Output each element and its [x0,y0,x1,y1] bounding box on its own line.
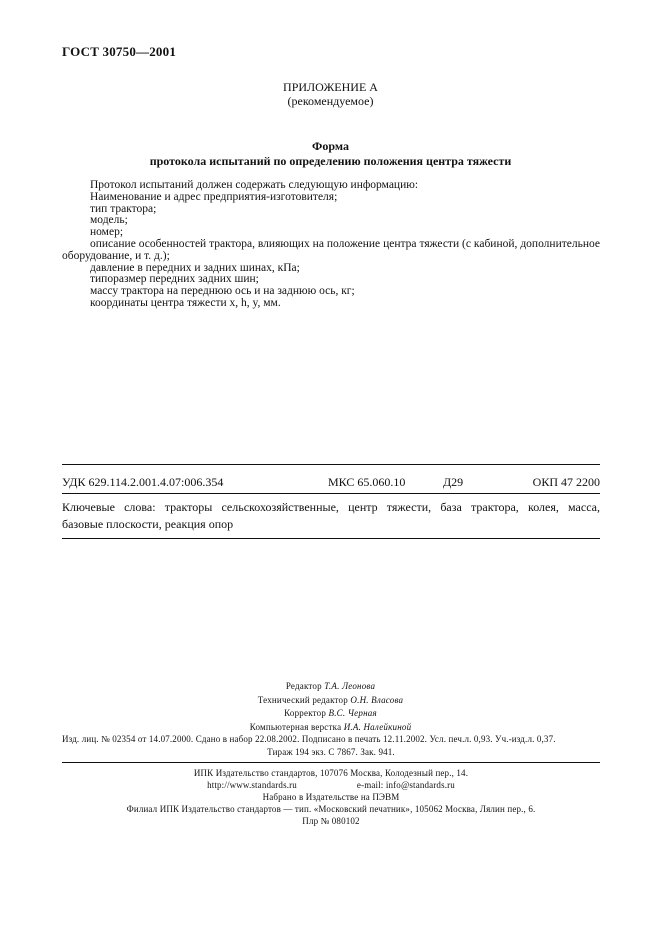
credit-layout: Компьютерная верстка И.А. Налейкиной [249,721,412,732]
keywords [62,499,600,533]
protocol-item: тип трактора; [90,202,157,215]
classification-row [62,475,600,491]
protocol-item-continued: оборудование, и т. д.); [62,249,170,262]
protocol-intro: Протокол испытаний должен содержать следующую информацию: [90,179,419,191]
form-heading [0,139,661,169]
protocol-item: массу трактора на переднюю ось и на заднюю ось, кг; [90,285,355,298]
printer-line3: Набрано в Издательстве на ПЭВМ [262,792,400,802]
protocol-item: типоразмер передних задних шин; [90,273,259,286]
okp-code: ОКП 47 2200 [532,475,600,489]
printer-line5: Плр № 080102 [302,816,360,826]
annex-status: (рекомендуемое) [287,94,374,108]
protocol-item: Наименование и адрес предприятия-изготовителя; [90,190,338,203]
credit-tech-editor: Технический редактор О.Н. Власова [257,694,404,705]
protocol-item: давление в передних и задних шинах, кПа; [90,261,300,274]
protocol-item: номер; [90,226,124,239]
keywords-divider [62,538,600,539]
credit-corrector: Корректор В.С. Черная [284,708,377,718]
annex-title: ПРИЛОЖЕНИЕ А [283,80,378,94]
protocol-requirements [62,180,600,310]
mks-code: МКС 65.060.10 [328,475,406,489]
editorial-credits [0,680,661,734]
printer-divider [62,762,600,763]
keywords-line1: Ключевые слова: тракторы сельскохозяйственные, центр тяжести, база трактора, колея, масса, [62,500,600,514]
udk-code: УДК 629.114.2.001.4.07:006.354 [62,475,224,489]
group-code: Д29 [443,475,464,489]
form-title-line1: Форма [312,139,349,153]
protocol-item: координаты центра тяжести x, h, y, мм. [90,296,281,309]
printer-line1: ИПК Издательство стандартов, 107076 Москва, Колодезный пер., 14. [193,768,469,778]
printer-info [62,767,600,827]
publishing-info [62,733,600,758]
publishing-line2: Тираж 194 экз. С 7867. Зак. 941. [267,746,395,757]
protocol-item: описание особенностей трактора, влияющих на положение центра тяжести (с кабиной, дополнительное [90,237,600,250]
form-title-line2: протокола испытаний по определению положения центра тяжести [149,154,512,168]
protocol-item: модель; [90,214,128,227]
printer-email: e-mail: info@standards.ru [356,780,455,790]
keywords-line2: базовые плоскости, реакция опор [62,517,234,531]
printer-url: http://www.standards.ru [207,780,297,790]
printer-line4: Филиал ИПК Издательство стандартов — тип. «Московский печатник», 105062 Москва, Лялин пер., 6. [126,804,536,814]
top-divider [62,464,600,465]
credit-editor: Редактор Т.А. Леонова [285,681,376,691]
annex-heading [0,80,661,108]
printer-contacts [62,779,600,791]
publishing-line1: Изд. лиц. № 02354 от 14.07.2000. Сдано в набор 22.08.2002. Подписано в печать 12.11.2002. Усл. печ.л. 0,93. Уч.-изд.л. 0,37. [62,734,556,744]
middle-divider [62,493,600,494]
standard-number: ГОСТ 30750—2001 [62,44,177,59]
